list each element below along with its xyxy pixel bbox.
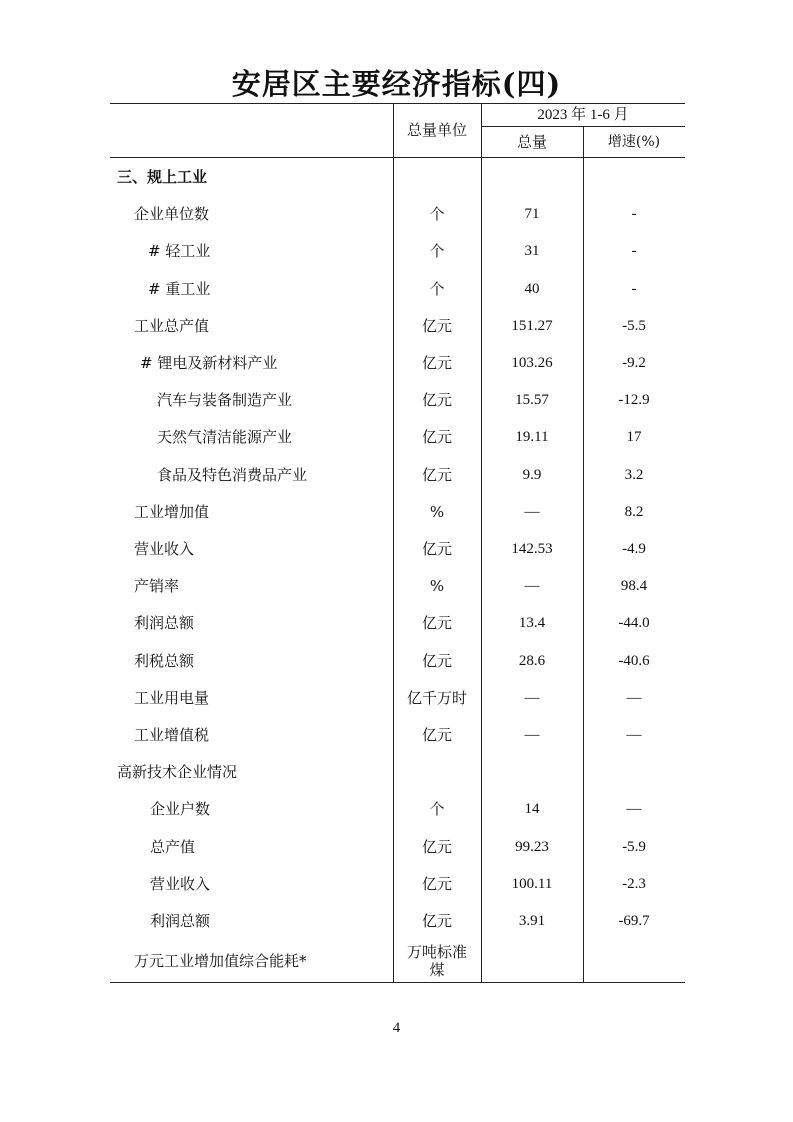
row-growth: -: [631, 205, 637, 222]
row-total: —: [524, 577, 540, 594]
row-label: 万元工业增加值综合能耗*: [134, 951, 307, 970]
row-total: 31: [524, 242, 540, 259]
row-label: 利润总额: [134, 613, 195, 632]
row-label: 高新技术企业情况: [117, 762, 238, 781]
row-label: 汽车与装备制造产业: [157, 390, 293, 409]
row-growth: -12.9: [618, 391, 650, 408]
row-unit: 个: [429, 241, 445, 260]
row-total: 71: [524, 205, 540, 222]
row-label: 营业收入: [134, 539, 195, 558]
row-growth: -4.9: [622, 540, 646, 557]
row-growth: -5.9: [622, 838, 646, 855]
row-unit: 亿元: [421, 725, 452, 744]
row-unit: 亿元: [421, 539, 452, 558]
row-unit: %: [429, 576, 445, 595]
row-unit: 亿元: [421, 651, 452, 670]
row-growth: -: [631, 280, 637, 297]
row-growth: —: [626, 726, 642, 743]
row-unit: 亿元: [421, 427, 452, 446]
row-unit: 亿元: [421, 390, 452, 409]
row-total: 151.27: [511, 317, 553, 334]
header-growth: 增速(%): [607, 133, 661, 150]
row-label: 工业总产值: [134, 316, 210, 335]
header-period: 2023 年 1-6 月: [537, 106, 629, 123]
row-label: 营业收入: [150, 874, 211, 893]
row-label: 天然气清洁能源产业: [157, 427, 293, 446]
row-growth: —: [626, 800, 642, 817]
indicator-table: [110, 103, 685, 982]
row-total: 14: [524, 800, 540, 817]
row-total: 142.53: [511, 540, 553, 557]
row-label: # 轻工业: [148, 241, 211, 260]
row-growth: 3.2: [624, 466, 644, 483]
row-growth: -5.5: [622, 317, 646, 334]
page-number: 4: [392, 1020, 401, 1036]
row-label: 工业增加值: [134, 502, 210, 521]
row-unit: 亿元: [421, 837, 452, 856]
row-label: # 锂电及新材料产业: [140, 353, 278, 372]
row-label: 产销率: [134, 576, 180, 595]
row-unit: 个: [429, 799, 445, 818]
row-unit: 亿元: [421, 353, 452, 372]
row-unit: 亿元: [421, 911, 452, 930]
row-growth: 98.4: [620, 577, 648, 594]
row-unit: 个: [429, 279, 445, 298]
row-unit: 个: [429, 204, 445, 223]
row-growth: —: [626, 689, 642, 706]
row-total: —: [524, 503, 540, 520]
row-unit-cell: [393, 939, 481, 982]
row-total: 103.26: [511, 354, 553, 371]
page-title: 安居区主要经济指标(四): [231, 67, 562, 101]
header-total: 总量: [516, 132, 547, 151]
row-unit: 亿元: [421, 465, 452, 484]
row-total: 99.23: [515, 838, 549, 855]
row-label: 利税总额: [134, 651, 195, 670]
row-total: —: [524, 689, 540, 706]
row-total: —: [524, 726, 540, 743]
row-total: 3.91: [518, 912, 546, 929]
row-label: 利润总额: [150, 911, 211, 930]
row-label: 总产值: [150, 837, 196, 856]
row-total: 40: [524, 280, 540, 297]
row-growth: -40.6: [618, 652, 650, 669]
row-growth: -2.3: [622, 875, 646, 892]
row-unit: 亿元: [421, 613, 452, 632]
row-unit: 亿元: [421, 316, 452, 335]
row-label: 企业单位数: [134, 204, 210, 223]
row-growth: -44.0: [618, 614, 650, 631]
row-total: 28.6: [518, 652, 546, 669]
row-label: 工业用电量: [134, 688, 210, 707]
row-total: 9.9: [522, 466, 542, 483]
row-growth: 8.2: [624, 503, 644, 520]
row-unit: %: [429, 502, 445, 521]
row-label: 三、规上工业: [117, 167, 208, 186]
row-label: 企业户数: [150, 799, 211, 818]
row-unit: 万吨标准煤: [406, 942, 467, 979]
row-total: 100.11: [511, 875, 553, 892]
header-unit: 总量单位: [406, 121, 467, 139]
row-label: 食品及特色消费品产业: [157, 465, 308, 484]
row-growth: -9.2: [622, 354, 646, 371]
table-bottom-border: [110, 982, 685, 983]
row-label: # 重工业: [148, 279, 211, 298]
row-total: 15.57: [515, 391, 549, 408]
row-growth: -: [631, 242, 637, 259]
row-growth: 17: [626, 428, 642, 445]
row-total: 13.4: [518, 614, 546, 631]
row-growth: -69.7: [618, 912, 650, 929]
row-label: 工业增值税: [134, 725, 210, 744]
row-unit: 亿元: [421, 874, 452, 893]
row-total: 19.11: [515, 428, 549, 445]
row-unit: 亿千万时: [406, 688, 467, 707]
